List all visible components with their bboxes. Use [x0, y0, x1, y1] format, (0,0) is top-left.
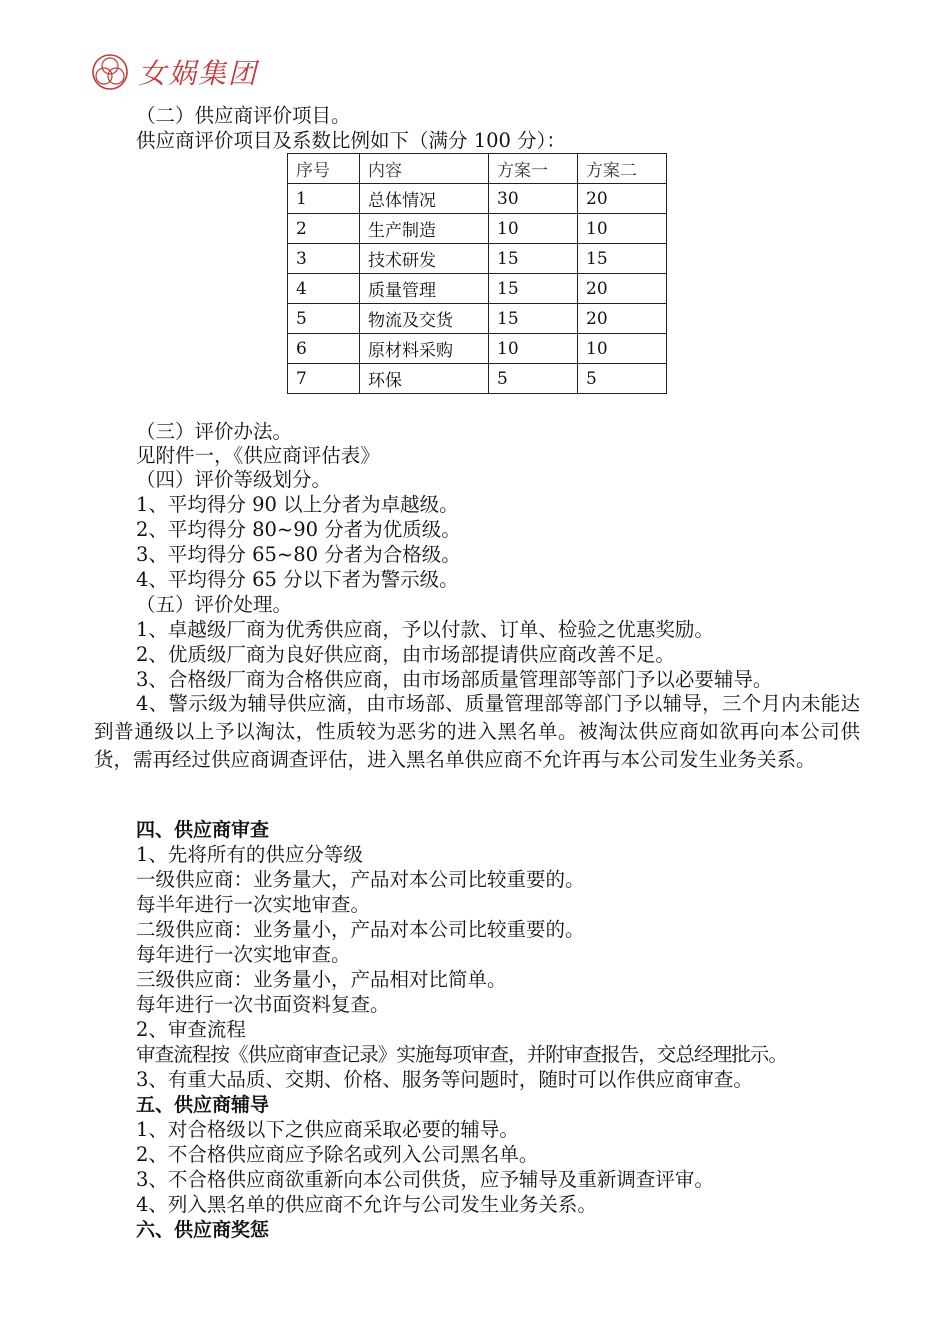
handling-heading: （五）评价处理。	[136, 593, 293, 616]
table-row	[288, 304, 667, 334]
guidance-line: 1、对合格级以下之供应商采取必要的辅导。	[136, 1118, 519, 1141]
audit-line: 每年进行一次书面资料复查。	[136, 993, 390, 1016]
table-cell: 10	[578, 214, 667, 244]
table-header-cell: 方案二	[578, 154, 667, 184]
table-cell: 15	[578, 244, 667, 274]
guidance-line: 3、不合格供应商欲重新向本公司供货，应予辅导及重新调查评审。	[136, 1168, 714, 1191]
rating-items-intro: 供应商评价项目及系数比例如下（满分 100 分）：	[136, 129, 566, 152]
table-row	[288, 364, 667, 394]
table-header-cell: 序号	[288, 154, 360, 184]
handling-item: 1、卓越级厂商为优秀供应商，予以付款、订单、检验之优惠奖励。	[136, 618, 714, 641]
guidance-line: 4、列入黑名单的供应商不允许与公司发生业务关系。	[136, 1193, 597, 1216]
table-cell: 10	[578, 334, 667, 364]
grade-item: 3、平均得分 65~80 分者为合格级。	[136, 543, 461, 566]
table-cell: 1	[288, 184, 360, 214]
grade-item: 4、平均得分 65 分以下者为警示级。	[136, 568, 459, 591]
handling-item-4: 4、警示级为辅导供应滴，由市场部、质量管理部等部门予以辅导，三个月内未能达到普通级以上予以淘汰，性质较为恶劣的进入黑名单。被淘汰供应商如欲再向本公司供货，需再经过供应商调查评估，进入黑名单供应商不允许再与本公司发生业务关系。	[94, 692, 860, 771]
table-cell: 7	[288, 364, 360, 394]
table-cell: 20	[578, 304, 667, 334]
table-cell: 15	[489, 274, 578, 304]
table-cell: 5	[288, 304, 360, 334]
table-cell: 生产制造	[360, 214, 489, 244]
table-cell: 质量管理	[360, 274, 489, 304]
rating-items-heading: （二）供应商评价项目。	[136, 104, 351, 127]
audit-line: 1、先将所有的供应分等级	[136, 843, 363, 866]
table-cell: 技术研发	[360, 244, 489, 274]
table-cell: 10	[489, 214, 578, 244]
audit-line: 每半年进行一次实地审查。	[136, 893, 371, 916]
grade-item: 1、平均得分 90 以上分者为卓越级。	[136, 493, 459, 516]
grade-item: 2、平均得分 80~90 分者为优质级。	[136, 518, 461, 541]
table-header-cell: 内容	[360, 154, 489, 184]
table-header-cell: 方案一	[489, 154, 578, 184]
audit-line: 每年进行一次实地审查。	[136, 943, 351, 966]
handling-item: 3、合格级厂商为合格供应商，由市场部质量管理部等部门予以必要辅导。	[136, 668, 773, 691]
brand-name: 女娲集团	[138, 57, 259, 90]
table-cell: 6	[288, 334, 360, 364]
audit-line: 审查流程按《供应商审查记录》实施每项审查，并附审查报告，交总经理批示。	[136, 1043, 788, 1066]
audit-line: 三级供应商：业务量小，产品相对比简单。	[136, 968, 507, 991]
audit-line: 二级供应商：业务量小，产品对本公司比较重要的。	[136, 918, 585, 941]
table-cell: 20	[578, 184, 667, 214]
table-cell: 2	[288, 214, 360, 244]
table-row	[288, 274, 667, 304]
table-row	[288, 184, 667, 214]
table-cell: 10	[489, 334, 578, 364]
table-header-row	[288, 154, 667, 184]
table-cell: 总体情况	[360, 184, 489, 214]
table-row	[288, 214, 667, 244]
table-cell: 原材料采购	[360, 334, 489, 364]
table-row	[288, 244, 667, 274]
guidance-line: 2、不合格供应商应予除名或列入公司黑名单。	[136, 1143, 539, 1166]
audit-heading: 四、供应商审查	[136, 819, 270, 841]
audit-line: 2、审查流程	[136, 1018, 246, 1041]
method-heading: （三）评价办法。	[136, 420, 293, 443]
table-cell: 20	[578, 274, 667, 304]
table-cell: 3	[288, 244, 360, 274]
table-cell: 4	[288, 274, 360, 304]
audit-line: 一级供应商：业务量大，产品对本公司比较重要的。	[136, 868, 585, 891]
method-text: 见附件一，《供应商评估表》	[136, 444, 380, 467]
logo-emblem-icon	[90, 52, 130, 92]
table-cell: 15	[489, 244, 578, 274]
table-cell: 15	[489, 304, 578, 334]
company-logo	[90, 50, 258, 94]
table-cell: 5	[578, 364, 667, 394]
guidance-heading: 五、供应商辅导	[136, 1094, 270, 1116]
reward-heading: 六、供应商奖惩	[136, 1219, 270, 1241]
table-row	[288, 334, 667, 364]
grades-heading: （四）评价等级划分。	[136, 468, 332, 491]
rating-table	[287, 153, 667, 394]
handling-item: 2、优质级厂商为良好供应商，由市场部提请供应商改善不足。	[136, 643, 675, 666]
table-cell: 30	[489, 184, 578, 214]
table-cell: 环保	[360, 364, 489, 394]
table-cell: 5	[489, 364, 578, 394]
audit-line: 3、有重大品质、交期、价格、服务等问题时，随时可以作供应商审查。	[136, 1068, 753, 1091]
table-cell: 物流及交货	[360, 304, 489, 334]
